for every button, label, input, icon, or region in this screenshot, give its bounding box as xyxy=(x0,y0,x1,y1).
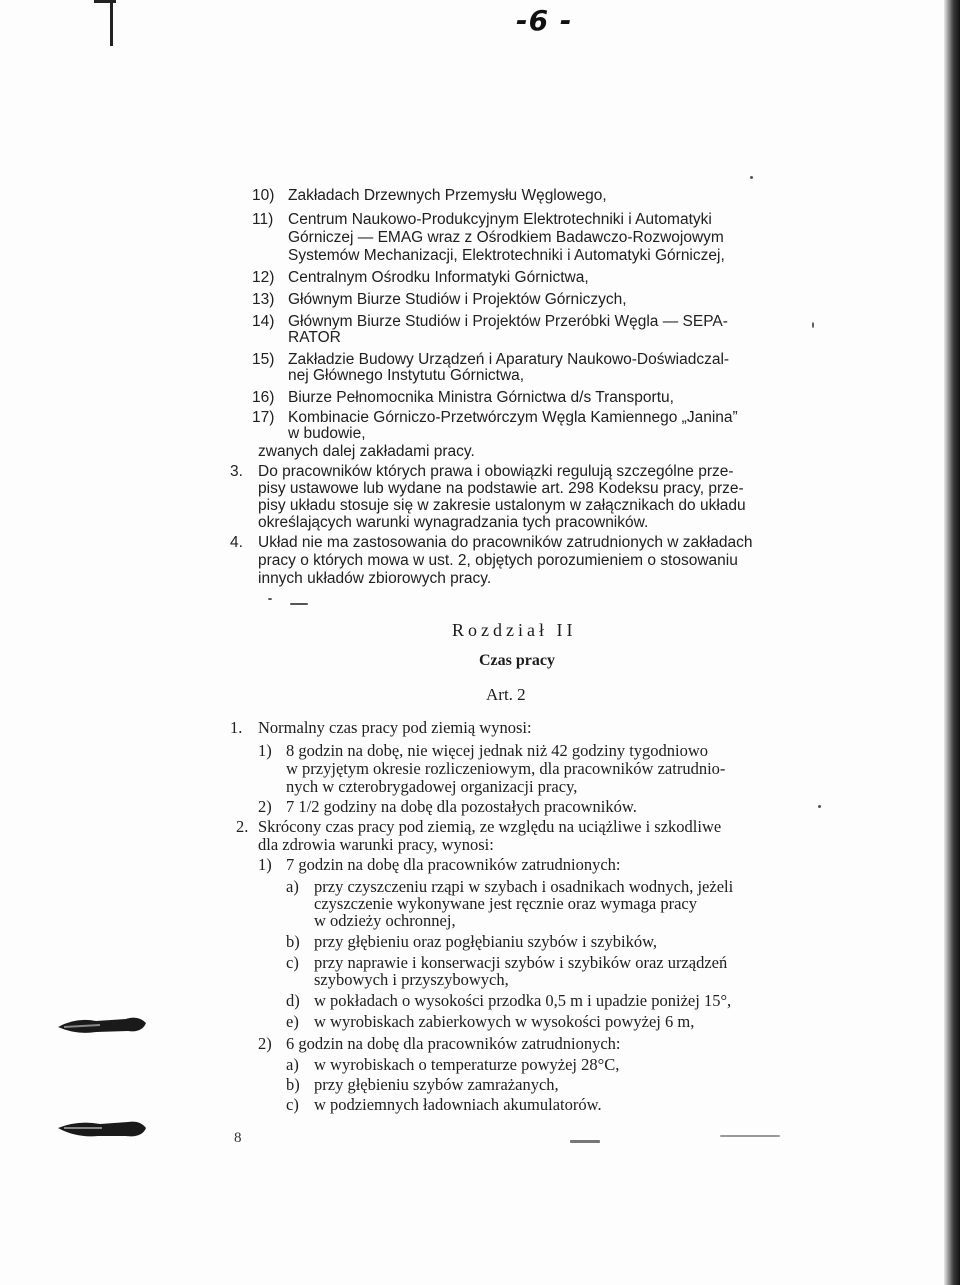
list-item-number: 12) xyxy=(252,269,275,286)
article-title: Art. 2 xyxy=(486,685,526,704)
list-item xyxy=(252,210,712,230)
paragraph-number: 4. xyxy=(230,534,243,551)
paragraph-line: Skrócony czas pracy pod ziemią, ze względu na uciążliwe i szkodliwe xyxy=(258,817,722,836)
list-item-continuation xyxy=(288,246,725,266)
subitem-letter: a) xyxy=(286,877,299,896)
binder-clip-icon xyxy=(56,1005,148,1039)
list-item-text: 8 godzin na dobę, nie więcej jednak niż 42 godziny tygodniowo xyxy=(286,741,709,760)
subitem-text: czyszczenie wykonywane jest ręcznie oraz wymaga pracy xyxy=(314,894,697,913)
list-item-continuation xyxy=(288,424,366,444)
list-item-text: Centralnym Ośrodku Informatyki Górnictwa, xyxy=(288,269,589,286)
list-item-text: 7 godzin na dobę dla pracowników zatrudnionych: xyxy=(286,855,621,874)
list-item-text: Kombinacie Górniczo-Przetwórczym Węgla Kamiennego „Janina” xyxy=(288,409,738,426)
list-item-text: Centrum Naukowo-Produkcyjnym Elektrotechniki i Automatyki xyxy=(288,211,712,228)
scan-speck xyxy=(268,598,272,600)
list-item-number: 17) xyxy=(252,409,275,426)
list-item-continuation xyxy=(288,328,341,348)
list-item xyxy=(252,290,627,310)
subitem-text: w podziemnych ładowniach akumulatorów. xyxy=(314,1095,602,1114)
paragraph-line: pracy o których mowa w ust. 2, objętych porozumieniem o stosowaniu xyxy=(258,552,738,569)
paragraph-line: pisy układu stosuje się w zakresie ustalonym w załącznikach do układu xyxy=(258,497,746,514)
scan-speck xyxy=(818,805,821,808)
list-item-number: 14) xyxy=(252,313,275,330)
scan-speck xyxy=(570,1140,600,1143)
list-item-text: Głównym Biurze Studiów i Projektów Przeróbki Węgla — SEPA- xyxy=(288,313,728,330)
list-item-number: 16) xyxy=(252,389,275,406)
list-item xyxy=(252,186,607,206)
list-item-number: 2) xyxy=(258,797,272,816)
scan-speck xyxy=(750,176,753,179)
paragraph-line: Normalny czas pracy pod ziemią wynosi: xyxy=(258,718,532,737)
subitem-text: przy głębieniu oraz pogłębianiu szybów i szybików, xyxy=(314,932,658,951)
subitem-text: w wyrobiskach o temperaturze powyżej 28°C, xyxy=(314,1055,620,1074)
subitem-letter: b) xyxy=(286,1075,300,1094)
subitem-text: przy czyszczeniu rząpi w szybach i osadnikach wodnych, jeżeli xyxy=(314,877,734,896)
paragraph-line: Układ nie ma zastosowania do pracowników zatrudnionych w zakładach xyxy=(258,534,753,551)
paragraph-number: 3. xyxy=(230,463,243,480)
list-item-number: 13) xyxy=(252,291,275,308)
list-item-text: nych w czterobrygadowej organizacji pracy, xyxy=(286,777,578,796)
subitem-text: przy naprawie i konserwacji szybów i szybików oraz urządzeń xyxy=(314,953,728,972)
paragraph-line: innych układów zbiorowych pracy. xyxy=(258,570,492,587)
paragraph-line: dla zdrowia warunki pracy, wynosi: xyxy=(258,835,494,854)
subitem-letter: a) xyxy=(286,1055,299,1074)
subitem-text: przy głębieniu szybów zamrażanych, xyxy=(314,1075,559,1094)
list-item-text: RATOR xyxy=(288,329,341,346)
list-item-number: 1) xyxy=(258,855,272,874)
list-item-number: 15) xyxy=(252,351,275,368)
subitem-letter: c) xyxy=(286,953,299,972)
subitem-letter: d) xyxy=(286,991,300,1010)
binder-tick xyxy=(94,0,116,3)
paragraph-line: pisy ustawowe lub wydane na podstawie art. 298 Kodeksu pracy, prze- xyxy=(258,480,744,497)
subitem-text: w pokładach o wysokości przodka 0,5 m i upadzie poniżej 15°, xyxy=(314,991,732,1010)
footer-mark: 8 xyxy=(234,1130,242,1146)
closing-line: zwanych dalej zakładami pracy. xyxy=(258,443,475,460)
paragraph-number: 1. xyxy=(230,718,243,737)
list-item-text: Górniczej — EMAG wraz z Ośrodkiem Badawczo-Rozwojowym xyxy=(288,229,724,246)
scan-speck xyxy=(290,603,308,605)
binder-clip-icon xyxy=(56,1110,148,1144)
list-item-number: 10) xyxy=(252,187,275,204)
list-item xyxy=(252,388,674,408)
subitem-letter: e) xyxy=(286,1012,299,1031)
subitem-letter: b) xyxy=(286,932,300,951)
list-item-text: nej Głównego Instytutu Górnictwa, xyxy=(288,367,525,384)
list-item-text: w budowie, xyxy=(288,425,366,442)
list-item-number: 2) xyxy=(258,1034,272,1053)
chapter-title: Rozdział II xyxy=(452,620,577,640)
list-item-continuation xyxy=(288,366,524,386)
page-edge-shadow xyxy=(944,0,960,1285)
paragraph-number: 2. xyxy=(236,817,249,836)
page-number: -6 - xyxy=(516,4,573,37)
list-item-text: Systemów Mechanizacji, Elektrotechniki i Automatyki Górniczej, xyxy=(288,247,725,264)
list-item xyxy=(252,268,589,288)
list-item-continuation xyxy=(288,228,724,248)
subitem-letter: c) xyxy=(286,1095,299,1114)
list-item-text: w przyjętym okresie rozliczeniowym, dla pracowników zatrudnio- xyxy=(286,759,726,778)
list-item-number: 11) xyxy=(252,211,274,228)
list-item-text: Biurze Pełnomocnika Ministra Górnictwa d/s Transportu, xyxy=(288,389,674,406)
scan-speck xyxy=(812,322,814,328)
list-item-text: 6 godzin na dobę dla pracowników zatrudnionych: xyxy=(286,1034,621,1053)
subitem-text: szybowych i przyszybowych, xyxy=(314,970,509,989)
subitem-text: w odzieży ochronnej, xyxy=(314,911,456,930)
subitem-text: w wyrobiskach zabierkowych w wysokości powyżej 6 m, xyxy=(314,1012,695,1031)
list-item-text: Głównym Biurze Studiów i Projektów Górniczych, xyxy=(288,291,627,308)
paragraph-line: Do pracowników których prawa i obowiązki regulują szczególne prze- xyxy=(258,463,734,480)
paragraph-line: określających warunki wynagradzania tych pracowników. xyxy=(258,514,649,531)
chapter-subtitle: Czas pracy xyxy=(479,652,555,669)
list-item-text: Zakładzie Budowy Urządzeń i Aparatury Naukowo-Doświadczal- xyxy=(288,351,730,368)
list-item-number: 1) xyxy=(258,741,272,760)
list-item-text: 7 1/2 godziny na dobę dla pozostałych pracowników. xyxy=(286,797,637,816)
binder-line xyxy=(110,0,113,46)
list-item-text: Zakładach Drzewnych Przemysłu Węglowego, xyxy=(288,187,607,204)
scan-speck xyxy=(720,1135,780,1137)
